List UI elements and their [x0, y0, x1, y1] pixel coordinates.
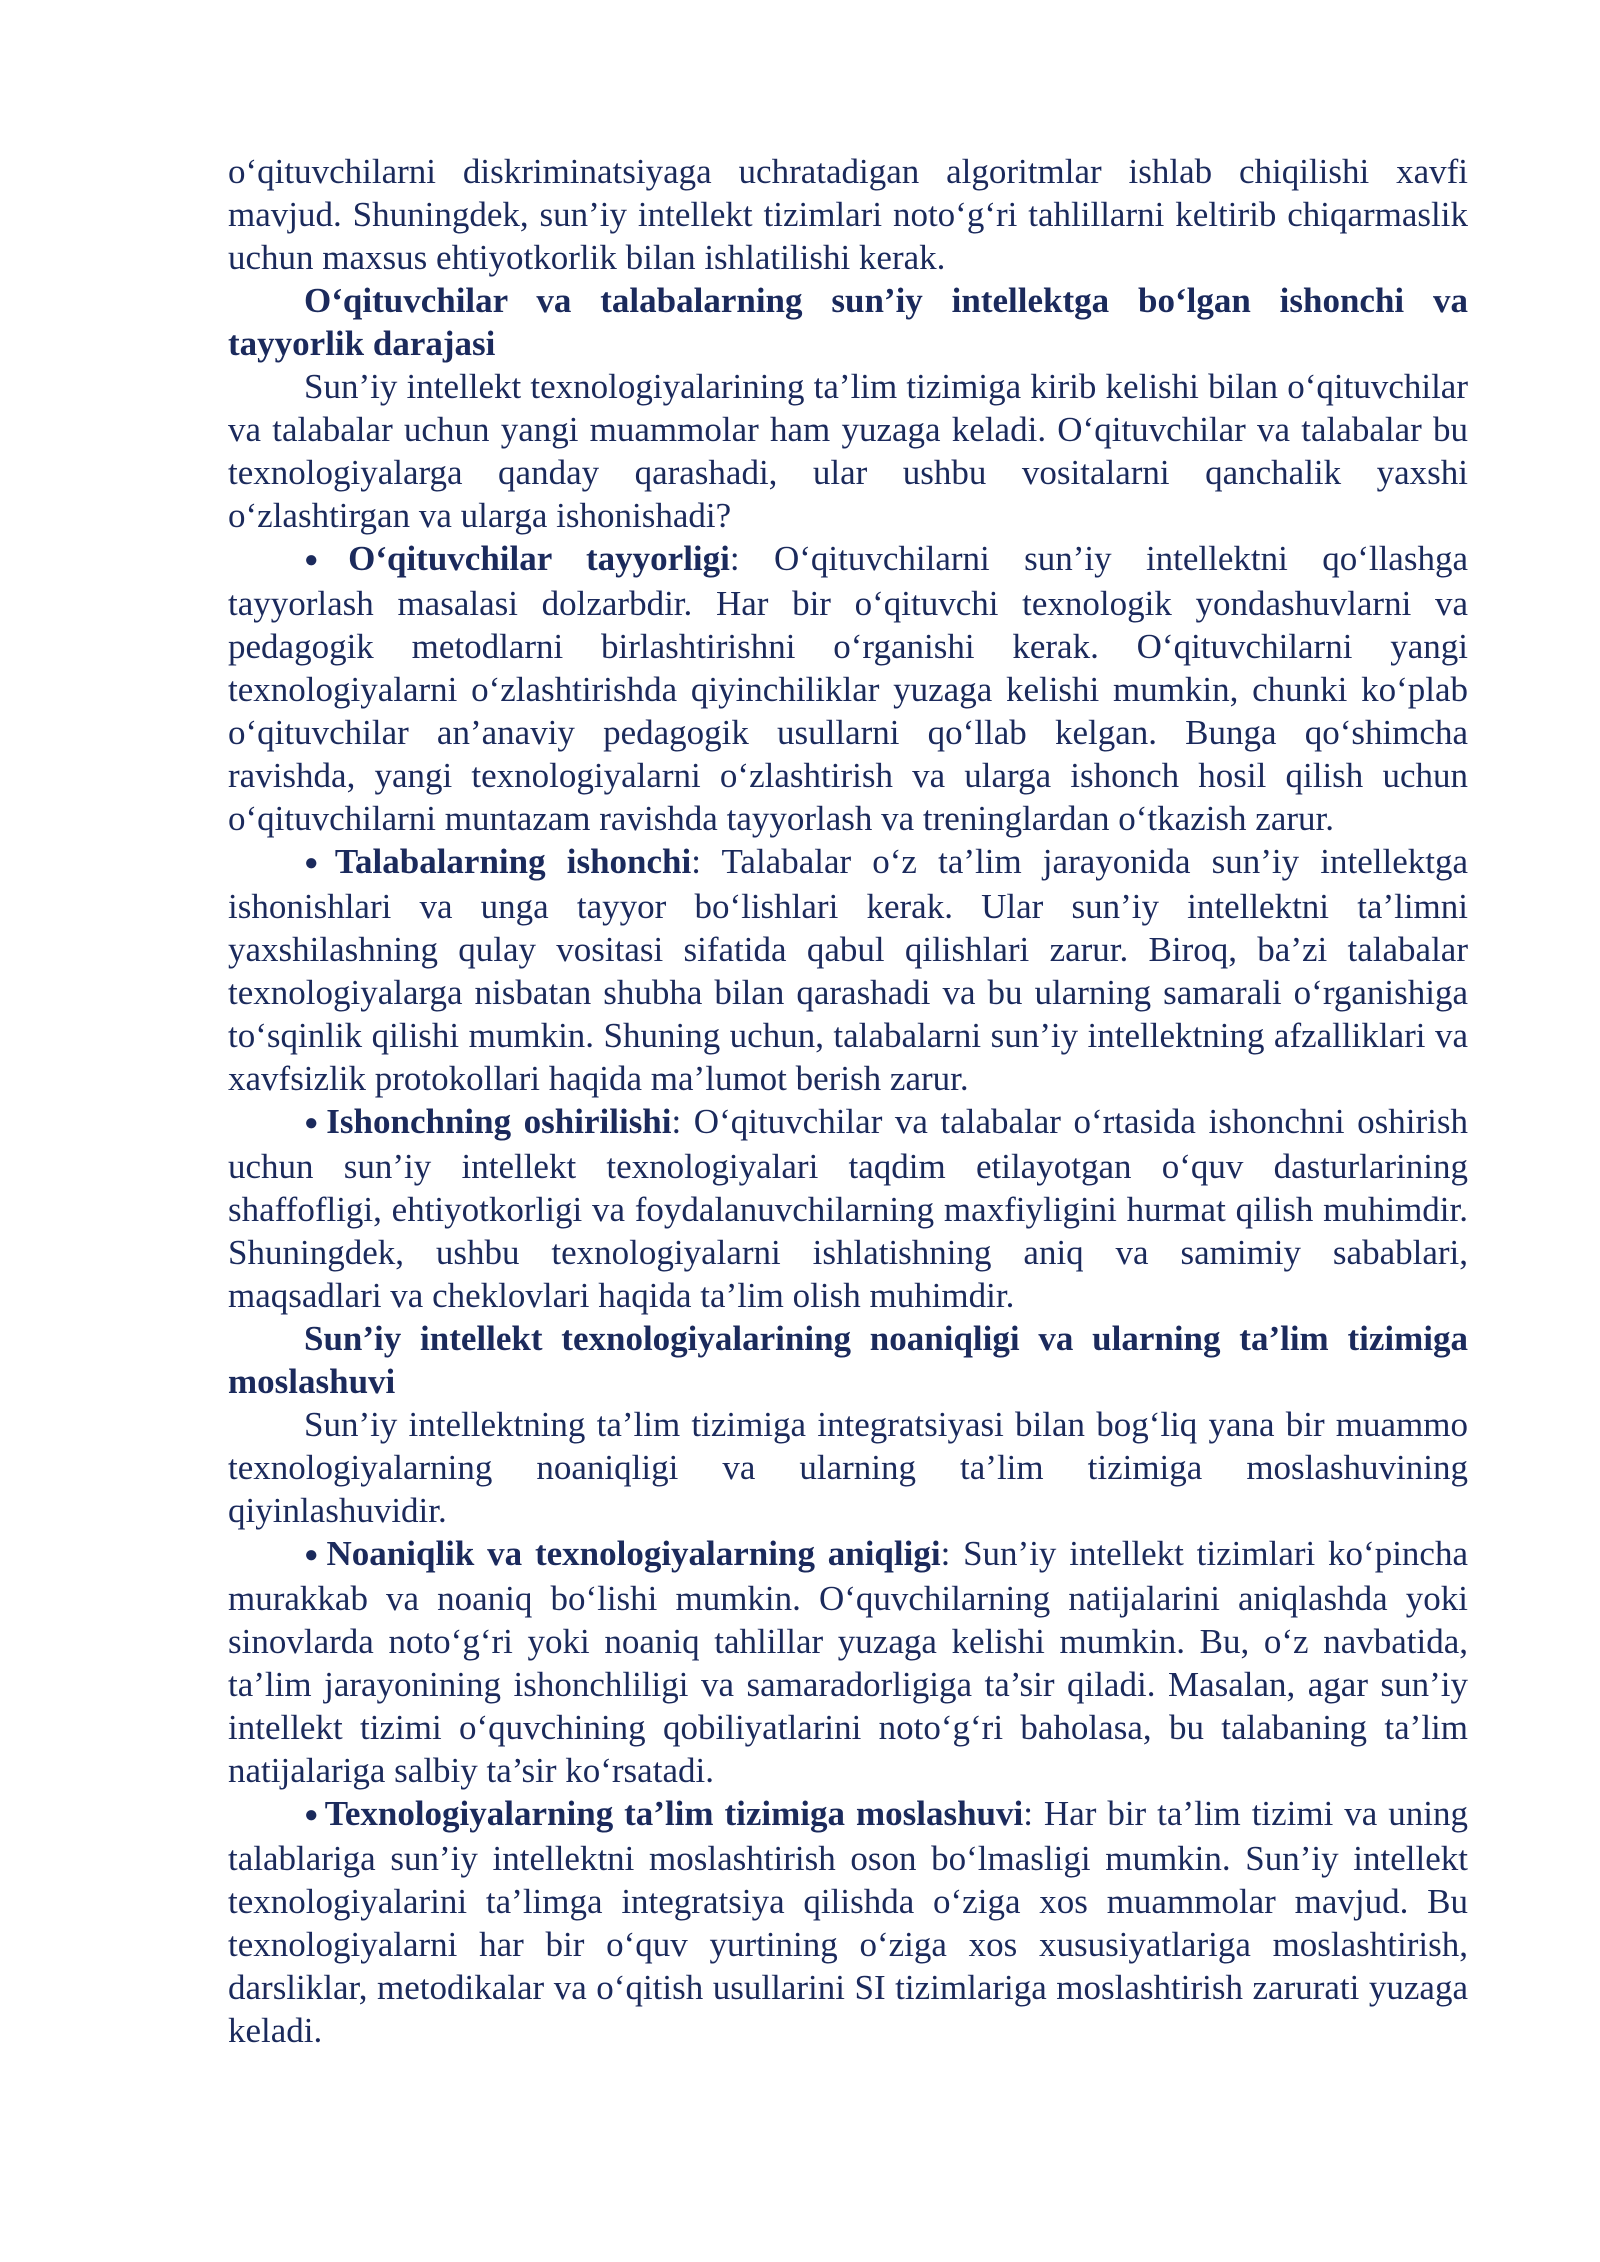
paragraph-intro-uncertainty: Sun’iy intellektning ta’lim tizimiga integratsiyasi bilan bog‘liq yana bir muammo texnologiyalarning noaniqligi va ularning ta’lim tizimiga moslashuvining qiyinlashuvidir. [228, 1405, 1468, 1530]
bullet-text: : Talabalar o‘z ta’lim jarayonida sun’iy intellektga ishonishlari va unga tayyor bo‘lishlari kerak. Ular sun’iy intellektni ta’limni yaxshilashning qulay vositasi sifatida qabul qilishlari zarur. Biroq, ba’zi talabalar texnologiyalarga nisbatan shubha bilan qarashadi va bu ularning samarali o‘rganishiga to‘sqinlik qilishi mumkin. Shuning uchun, talabalarni sun’iy intellektning afzalliklari va xavfsizlik protokollari haqida ma’lumot berish zarur. [228, 842, 1469, 1098]
bullet-icon: ● [304, 547, 345, 573]
bullet-item-system-adaptation [228, 1792, 1468, 2052]
bullet-icon: ● [304, 1110, 323, 1136]
bullet-term: Texnologiyalarning ta’lim tizimiga moslashuvi [324, 1794, 1024, 1833]
bullet-text: : O‘qituvchilar va talabalar o‘rtasida ishonchni oshirish uchun sun’iy intellekt texnologiyalari taqdim etilayotgan o‘quv dasturlarining shaffofligi, ehtiyotkorligi va foydalanuvchilarning maxfiyligini hurmat qilish muhimdir. Shuningdek, ushbu texnologiyalarni ishlatishning aniq va samimiy sabablari, maqsadlari va cheklovlari haqida ta’lim olish muhimdir. [228, 1102, 1468, 1315]
paragraph-continuation: o‘qituvchilarni diskriminatsiyaga uchratadigan algoritmlar ishlab chiqilishi xavfi mavjud. Shuningdek, sun’iy intellekt tizimlari noto‘g‘ri tahlillarni keltirib chiqarmaslik uchun maxsus ehtiyotkorlik bilan ishlatilishi kerak. [228, 152, 1468, 277]
document-page [228, 150, 1468, 2052]
bullet-text: : Sun’iy intellekt tizimlari ko‘pincha murakkab va noaniq bo‘lishi mumkin. O‘quvchilarning natijalarini aniqlashda yoki sinovlarda noto‘g‘ri yoki noaniq tahlillar yuzaga kelishi mumkin. Bu, o‘z navbatida, ta’lim jarayonining ishonchliligi va samaradorligiga ta’sir qiladi. Masalan, agar sun’iy intellekt tizimi o‘quvchining qobiliyatlarini noto‘g‘ri baholasa, bu talabaning ta’lim natijalariga salbiy ta’sir ko‘rsatadi. [228, 1534, 1468, 1790]
bullet-item-uncertainty-accuracy [228, 1532, 1468, 1792]
bullet-text: : O‘qituvchilarni sun’iy intellektni qo‘llashga tayyorlash masalasi dolzarbdir. Har bir o‘qituvchi texnologik yondashuvlarni va pedagogik metodlarni birlashtirishni o‘rganishi kerak. O‘qituvchilarni yangi texnologiyalarni o‘zlashtirishda qiyinchiliklar yuzaga kelishi mumkin, chunki ko‘plab o‘qituvchilar an’anaviy pedagogik usullarni qo‘llab kelgan. Bunga qo‘shimcha ravishda, yangi texnologiyalarni o‘zlashtirish va ularga ishonch hosil qilish uchun o‘qituvchilarni muntazam ravishda tayyorlash va treninglardan o‘tkazish zarur. [228, 539, 1468, 838]
bullet-icon: ● [304, 850, 331, 876]
bullet-text: : Har bir ta’lim tizimi va uning talablariga sun’iy intellektni moslashtirish oson bo‘lmasligi mumkin. Sun’iy intellekt texnologiyalarini ta’limga integratsiya qilishda o‘ziga xos muammolar mavjud. Bu texnologiyalarni har bir o‘quv yurtining o‘ziga xos xususiyatlariga moslashtirish, darsliklar, metodikalar va o‘qitish usullarini SI tizimlariga moslashtirish zarurati yuzaga keladi. [228, 1794, 1469, 2050]
section-heading-trust-readiness: O‘qituvchilar va talabalarning sun’iy intellektga bo‘lgan ishonchi va tayyorlik darajasi [228, 281, 1468, 363]
bullet-term: O‘qituvchilar tayyorligi [348, 539, 730, 578]
section-heading-uncertainty: Sun’iy intellekt texnologiyalarining noaniqligi va ularning ta’lim tizimiga moslashuvi [228, 1319, 1468, 1401]
bullet-icon: ● [304, 1542, 323, 1568]
bullet-item-trust-increase [228, 1100, 1468, 1317]
paragraph-intro-trust: Sun’iy intellekt texnologiyalarining ta’lim tizimiga kirib kelishi bilan o‘qituvchilar va talabalar uchun yangi muammolar ham yuzaga keladi. O‘qituvchilar va talabalar bu texnologiyalarga qanday qarashadi, ular ushbu vositalarni qanchalik yaxshi o‘zlashtirgan va ularga ishonishadi? [228, 367, 1468, 535]
bullet-item-teacher-readiness [228, 537, 1468, 840]
bullet-term: Ishonchning oshirilishi [326, 1102, 672, 1141]
bullet-term: Noaniqlik va texnologiyalarning aniqligi [326, 1534, 941, 1573]
bullet-term: Talabalarning ishonchi [334, 842, 692, 881]
bullet-item-student-trust [228, 840, 1468, 1100]
bullet-icon: ● [304, 1802, 321, 1828]
